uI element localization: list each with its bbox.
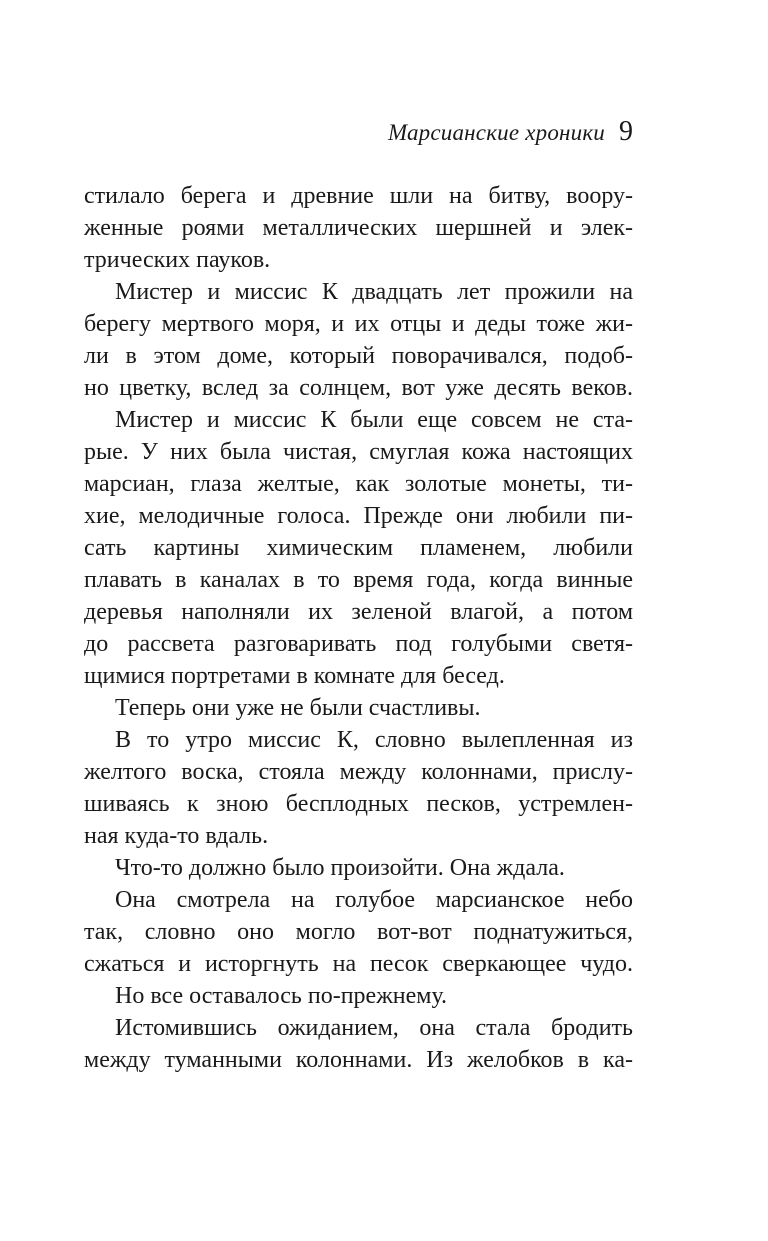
text-line: желтого воска, стояла между колоннами, прислу- [84,759,633,785]
text-line: Мистер и миссис К двадцать лет прожили на [115,279,633,305]
text-line: так, словно оно могло вот-вот поднатужиться, [84,919,633,945]
running-header-title: Марсианские хроники [387,120,605,145]
paragraph [84,404,633,692]
text-line: до рассвета разговаривать под голубыми светя- [84,631,633,657]
text-line: ная куда-то вдаль. [84,823,269,849]
paragraph [84,724,633,852]
paragraph [84,980,633,1012]
text-line: деревья наполняли их зеленой влагой, а потом [84,599,633,625]
text-line: сжаться и исторгнуть на песок сверкающее чудо. [84,951,633,977]
text-line: шиваясь к зною бесплодных песков, устремлен- [84,791,633,817]
paragraph [84,692,633,724]
text-line: Что-то должно было произойти. Она ждала. [115,855,565,881]
page-text [84,180,633,1076]
text-line: Она смотрела на голубое марсианское небо [115,887,633,913]
text-line: плавать в каналах в то время года, когда винные [84,567,633,593]
running-header [84,117,633,151]
text-line: хие, мелодичные голоса. Прежде они любили пи- [84,503,633,529]
paragraph [84,884,633,980]
text-line: трических пауков. [84,247,271,273]
paragraph [84,852,633,884]
text-line: ли в этом доме, который поворачивался, подоб- [84,343,633,369]
paragraph [84,1012,633,1076]
text-line: Мистер и миссис К были еще совсем не ста- [115,407,633,433]
text-line: Теперь они уже не были счастливы. [115,695,481,721]
text-line: женные роями металлических шершней и элек- [84,215,633,241]
page-number: 9 [619,116,633,147]
text-line: щимися портретами в комнате для бесед. [84,663,505,689]
paragraph [84,180,633,276]
text-line: между туманными колоннами. Из желобков в ка- [84,1047,633,1073]
text-line: сать картины химическим пламенем, любили [84,535,633,561]
text-line: марсиан, глаза желтые, как золотые монеты, ти- [84,471,633,497]
text-line: Но все оставалось по-прежнему. [115,983,448,1009]
text-line: стилало берега и древние шли на битву, воору- [84,183,633,209]
text-line: В то утро миссис К, словно вылепленная из [115,727,633,753]
text-line: но цветку, вслед за солнцем, вот уже десять веков. [84,375,633,401]
text-line: рые. У них была чистая, смуглая кожа настоящих [84,439,633,465]
text-line: берегу мертвого моря, и их отцы и деды тоже жи- [84,311,633,337]
text-line: Истомившись ожиданием, она стала бродить [115,1015,633,1041]
paragraph [84,276,633,404]
